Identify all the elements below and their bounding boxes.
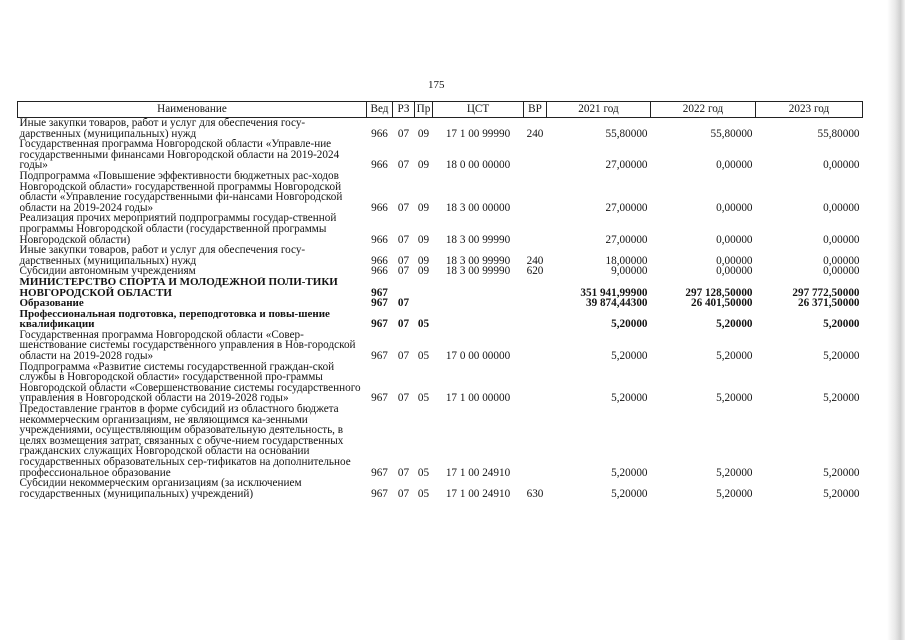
column-header-cst: ЦСТ: [433, 102, 524, 118]
row-name: Подпрограмма «Повышение эффективности бюджетных рас-ходов Новгородской области» государственной программы Новгородской области «Управление государственными фи-нансами Новгородской области на 2019-2024 годы»: [19, 170, 343, 214]
row-vr: [524, 139, 547, 171]
row-cst: 18 3 00 00000: [445, 201, 511, 214]
row-pr: 09: [417, 266, 430, 277]
row-pr: 09: [417, 159, 430, 171]
row-value-2021: 5,20000: [611, 318, 648, 330]
table-body: [18, 118, 863, 500]
row-pr: [415, 298, 433, 309]
table-row: [18, 404, 863, 478]
row-pr: 09: [417, 254, 430, 267]
column-header-rz: РЗ: [393, 102, 415, 118]
row-value-2023: 0,00000: [823, 159, 860, 171]
row-rz: 07: [397, 254, 410, 267]
table-row: [18, 478, 863, 499]
column-header-name: Наименование: [18, 102, 367, 118]
row-value-2023: 55,80000: [817, 127, 860, 140]
row-value-2021: 27,00000: [605, 201, 648, 214]
row-value-2021: 27,00000: [605, 159, 648, 171]
row-value-2022: 0,00000: [716, 266, 753, 277]
row-value-2023: 26 371,50000: [797, 298, 860, 309]
row-value-2022: 0,00000: [716, 254, 753, 267]
row-cst: 17 1 00 24910: [445, 466, 511, 479]
table-row: [18, 298, 863, 309]
row-ved: 966: [371, 254, 388, 267]
row-value-2021: 351 941,99900: [580, 286, 648, 299]
row-name: Иные закупки товаров, работ и услуг для обеспечения госу-дарственных (муниципальных) нужд: [19, 245, 306, 267]
row-vr: 240: [526, 254, 544, 267]
row-value-2021: 9,00000: [611, 266, 648, 277]
row-name: Предоставление грантов в форме субсидий из областного бюджета некоммерческим организациям, не являющимся ка-зенными учреждениями, осуществляющим образовательную деятельность, в целях возмещения затрат, связанных с обуче-нием государственных гражданских служащих Новгородской области на основании государственных образовательных сер-тификатов на дополнительное профессиональное образование: [19, 404, 351, 479]
row-ved: 967: [371, 466, 388, 479]
row-vr: [524, 171, 547, 213]
row-cst: 17 1 00 24910: [445, 487, 511, 500]
row-name: Субсидии некоммерческим организациям (за исключением государственных (муниципальных) учреждений): [19, 478, 302, 500]
row-ved: 966: [371, 201, 388, 214]
row-rz: 07: [397, 487, 410, 500]
row-value-2021: 39 874,44300: [585, 298, 648, 309]
row-rz: 07: [397, 201, 410, 214]
row-value-2021: 5,20000: [611, 466, 648, 479]
row-value-2023: 0,00000: [823, 233, 860, 246]
row-value-2021: 55,80000: [605, 127, 648, 140]
row-name: Иные закупки товаров, работ и услуг для обеспечения госу-дарственных (муниципальных) нужд: [19, 117, 306, 140]
table-header-row: [18, 102, 863, 118]
row-pr: 09: [417, 127, 430, 140]
row-rz: 07: [397, 266, 410, 277]
row-value-2022: 26 401,50000: [690, 298, 753, 309]
row-value-2021: 18,00000: [605, 254, 648, 267]
row-value-2022: 5,20000: [716, 350, 753, 362]
table-row: [18, 118, 863, 140]
row-value-2021: 5,20000: [611, 487, 648, 500]
row-cst: [433, 298, 524, 309]
budget-table: [17, 101, 863, 499]
row-vr: 630: [526, 487, 544, 500]
row-ved: 967: [371, 487, 388, 500]
row-rz: 07: [397, 318, 410, 330]
row-pr: 05: [417, 487, 430, 500]
row-value-2021: 5,20000: [611, 392, 648, 405]
table-row: [18, 309, 863, 330]
row-value-2023: 5,20000: [823, 318, 860, 330]
table-row: [18, 330, 863, 362]
column-header-pr: Пр: [415, 102, 433, 118]
row-vr: 240: [526, 127, 544, 140]
row-pr: [415, 277, 433, 298]
row-ved: 966: [371, 159, 388, 171]
row-name: Государственная программа Новгородской области «Совер-шенствование системы государственного управления в Нов-городской области на 2019-2028 годы»: [19, 329, 356, 362]
row-value-2022: 5,20000: [716, 318, 753, 330]
row-value-2022: 0,00000: [716, 201, 753, 214]
row-cst: [433, 309, 524, 330]
table-row: [18, 213, 863, 245]
row-value-2023: 0,00000: [823, 254, 860, 267]
row-cst: 18 3 00 99990: [445, 233, 511, 246]
row-vr: [524, 309, 547, 330]
row-rz: 07: [397, 392, 410, 405]
row-value-2022: 0,00000: [716, 233, 753, 246]
row-cst: [433, 277, 524, 298]
row-ved: 966: [371, 233, 388, 246]
row-cst: 17 0 00 00000: [445, 350, 511, 362]
row-value-2022: 0,00000: [716, 159, 753, 171]
row-vr: 620: [526, 266, 544, 277]
row-rz: 07: [397, 159, 410, 171]
table-row: [18, 266, 863, 277]
row-value-2022: 5,20000: [716, 487, 753, 500]
row-value-2022: 5,20000: [716, 392, 753, 405]
row-rz: 07: [397, 298, 410, 309]
row-name: Профессиональная подготовка, переподготовка и повы-шение квалификации: [19, 308, 330, 330]
row-pr: 09: [417, 233, 430, 246]
row-cst: 17 1 00 00000: [445, 392, 511, 405]
row-name: МИНИСТЕРСТВО СПОРТА И МОЛОДЕЖНОЙ ПОЛИ-ТИКИ НОВГОРОДСКОЙ ОБЛАСТИ: [19, 276, 338, 299]
row-pr: 05: [417, 318, 430, 330]
row-value-2023: 5,20000: [823, 487, 860, 500]
row-cst: 18 3 00 99990: [445, 254, 511, 267]
column-header-2021: 2021 год: [547, 102, 651, 118]
row-cst: 18 0 00 00000: [445, 159, 511, 171]
scan-edge: [887, 0, 905, 640]
table-row: [18, 277, 863, 298]
table-row: [18, 245, 863, 266]
row-rz: 07: [397, 350, 410, 362]
row-rz: 07: [397, 233, 410, 246]
page-number: 175: [428, 79, 445, 91]
row-value-2021: 5,20000: [611, 350, 648, 362]
row-cst: 18 3 00 99990: [445, 266, 511, 277]
row-ved: 967: [371, 392, 388, 405]
row-pr: 05: [417, 350, 430, 362]
table-row: [18, 362, 863, 404]
row-vr: [524, 213, 547, 245]
row-value-2022: 55,80000: [710, 127, 753, 140]
row-vr: [524, 404, 547, 478]
column-header-2023: 2023 год: [756, 102, 863, 118]
row-ved: 967: [371, 298, 388, 309]
row-rz: [393, 277, 415, 298]
row-ved: 966: [371, 266, 388, 277]
row-value-2023: 5,20000: [823, 466, 860, 479]
table-row: [18, 171, 863, 213]
row-pr: 09: [417, 201, 430, 214]
table-row: [18, 139, 863, 171]
row-pr: 05: [417, 466, 430, 479]
row-name: Образование: [19, 298, 84, 309]
row-ved: 967: [371, 350, 388, 362]
row-value-2023: 0,00000: [823, 201, 860, 214]
row-name: Субсидии автономным учреждениям: [19, 266, 196, 277]
row-rz: 07: [397, 127, 410, 140]
row-vr: [524, 277, 547, 298]
row-value-2022: 5,20000: [716, 466, 753, 479]
row-ved: 967: [371, 318, 388, 330]
row-value-2021: 27,00000: [605, 233, 648, 246]
row-value-2022: 297 128,50000: [685, 286, 753, 299]
column-header-vr: ВР: [524, 102, 547, 118]
row-vr: [524, 362, 547, 404]
row-rz: 07: [397, 466, 410, 479]
row-value-2023: 297 772,50000: [792, 286, 860, 299]
row-name: Реализация прочих мероприятий подпрограммы государ-ственной программы Новгородской области (государственной программы Новгородской области): [19, 213, 337, 246]
row-pr: 05: [417, 392, 430, 405]
row-name: Государственная программа Новгородской области «Управле-ние государственными финансами Новгородской области на 2019-2024 годы»: [19, 139, 340, 171]
row-vr: [524, 298, 547, 309]
row-vr: [524, 330, 547, 362]
column-header-2022: 2022 год: [651, 102, 756, 118]
row-name: Подпрограмма «Развитие системы государственной граждан-ской службы в Новгородской области» государственной про-граммы Новгородской области «Совершенствование системы государственного управления в Новгородской области на 2019-2028 годы»: [19, 361, 361, 405]
row-cst: 17 1 00 99990: [445, 127, 511, 140]
row-value-2023: 5,20000: [823, 392, 860, 405]
row-ved: 967: [371, 286, 388, 299]
row-value-2023: 0,00000: [823, 266, 860, 277]
row-value-2023: 5,20000: [823, 350, 860, 362]
row-ved: 966: [371, 127, 388, 140]
column-header-ved: Вед: [367, 102, 393, 118]
